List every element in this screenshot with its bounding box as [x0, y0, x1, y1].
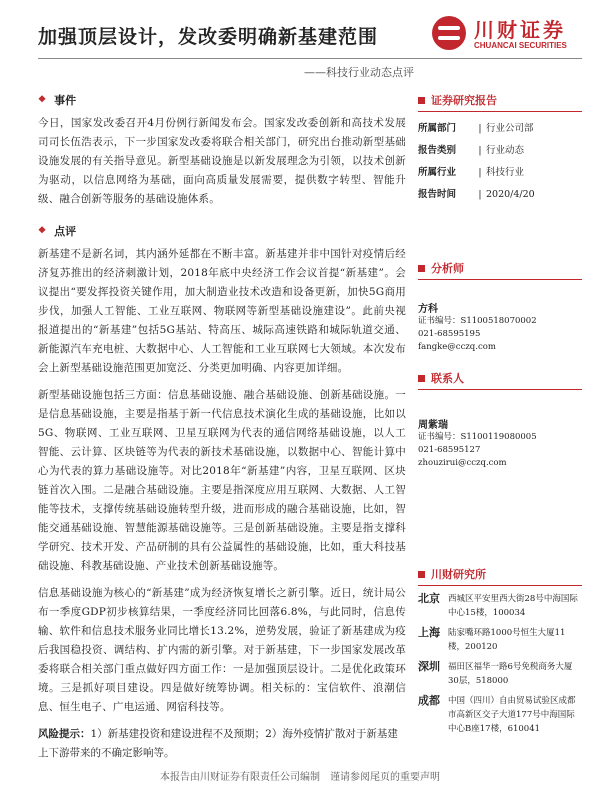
logo-name-cn: 川财证券 — [474, 18, 566, 42]
contact-cert: 证书编号：S1100119080005 — [418, 432, 537, 442]
page-title: 加强顶层设计，发改委明确新基建范围 — [38, 26, 379, 48]
contact-email[interactable]: zhouzirui@cczq.com — [418, 458, 507, 468]
risk-warning — [38, 725, 406, 763]
analyst-heading: 分析师 — [418, 260, 582, 280]
analyst-name: 方科 — [418, 304, 438, 315]
logo-mark-icon — [432, 16, 466, 50]
info-row: 报告时间 | 2020/4/20 — [418, 189, 535, 200]
analyst-email[interactable]: fangke@cczq.com — [418, 342, 496, 352]
contact-heading: 联系人 — [418, 370, 582, 390]
analyst-phone: 021-68595195 — [418, 329, 481, 339]
header-divider — [38, 58, 582, 59]
page-subtitle: ——科技行业动态点评 — [304, 66, 414, 79]
office-row: 成都 中国（四川）自由贸易试验区成都市高新区交子大道177号中海国际中心B座17楼，610041 — [418, 694, 576, 734]
institute-heading: 川财研究所 — [418, 566, 582, 586]
analyst-cert: 证书编号：S1100518070002 — [418, 316, 537, 326]
report-heading: 证券研究报告 — [418, 92, 582, 112]
comment-heading: ❖ 点评 — [38, 225, 77, 238]
logo-name-en: CHUANCAI SECURITIES — [474, 41, 567, 50]
event-text: 今日，国家发改委召开4月份例行新闻发布会。国家发改委创新和高技术发展司司长伍浩表示，下一步国家发改委将联合相关部门，研究出台推动新型基础设施发展的有关指导意见。新型基础设施是以新发展理念为引领，以技术创新为驱动，以信息网络为基础，面向高质量发展需要，提供数字转型、智能升级、融合创新等服务的基础设施体系。 — [38, 117, 406, 205]
comment-paragraph-2: 新型基础设施包括三方面：信息基础设施、融合基础设施、创新基础设施。一是信息基础设施，主要是指基于新一代信息技术演化生成的基础设施，比如以5G、物联网、工业互联网、卫星互联网为代表的通信网络基础设施，以人工智能、云计算、区块链等为代表的新技术基础设施，以数据中心、智能计算中心为代表的算力基础设施等。对比2018年“新基建”内容，卫星互联网、区块链首次入围。二是融合基础设施。主要是指深度应用互联网、大数据、人工智能等技术，支撑传统基础设施转型升级，进而形成的融合基础设施，比如，智能交通基础设施、智慧能源基础设施等。三是创新基础设施。主要是指支撑科学研究、技术开发、产品研制的具有公益属性的基础设施，比如，重大科技基础设施、科教基础设施、产业技术创新基础设施等。 — [38, 389, 406, 572]
comment-paragraph-3: 信息基础设施为核心的“新基建”成为经济恢复增长之新引擎。近日，统计局公布一季度GDP初步核算结果，一季度经济同比回落6.8%，与此同时，信息传输、软件和信息技术服务业同比增长13.2%，逆势发展，验证了新基建成为疫后我国稳投资、调结构、扩内需的新引擎。对于新基建，下一步国家发展改革委将联合相关部门重点做好四方面工作：一是加强顶层设计。二是优化政策环境。三是抓好项目建设。四是做好统筹协调。相关标的：宝信软件、浪潮信息、恒生电子、广电运通、网宿科技等。 — [38, 587, 406, 713]
square-bullet-icon — [418, 571, 425, 578]
company-logo — [430, 14, 580, 58]
diamond-icon: ❖ — [38, 226, 47, 236]
contact-name: 周紫瑞 — [418, 420, 448, 431]
square-bullet-icon — [418, 97, 425, 104]
main-content — [38, 92, 406, 763]
office-row: 北京 西城区平安里西大街28号中海国际中心15楼，100034 — [418, 592, 578, 618]
sidebar — [418, 92, 582, 742]
info-row: 报告类别 | 行业动态 — [418, 145, 525, 156]
event-heading: ❖ 事件 — [38, 94, 77, 107]
office-row: 上海 陆家嘴环路1000号恒生大厦11楼，200120 — [418, 626, 566, 652]
info-row: 所属行业 | 科技行业 — [418, 167, 525, 178]
info-row: 所属部门 | 行业公司部 — [418, 123, 534, 134]
office-row: 深圳 福田区福华一路6号免税商务大厦30层，518000 — [418, 660, 573, 686]
contact-phone: 021-68595127 — [418, 445, 481, 455]
risk-label: 风险提示： — [38, 728, 91, 740]
risk-text: 1）新基建投资和建设进程不及预期；2）海外疫情扩散对于新基建上下游带来的不确定影响等。 — [38, 728, 398, 759]
comment-paragraph-1: 新基建不是新名词，其内涵外延都在不断丰富。新基建并非中国针对疫情后经济复苏推出的经济刺激计划，2018年底中央经济工作会议首提“新基建”。会议提出“要发挥投资关键作用，加大制造业技术改造和设备更新，加快5G商用步伐，加强人工智能、工业互联网、物联网等新型基础设施建设”。此前央视报道提出的“新基建”包括5G基站、特高压、城际高速铁路和城际轨道交通、新能源汽车充电桩、大数据中心、人工智能和工业互联网七大领域。本次发布会上新型基础设施范围更加宽泛、分类更加明确、内容更加详细。 — [38, 248, 406, 374]
square-bullet-icon — [418, 375, 425, 382]
footer-disclaimer: 本报告由川财证券有限责任公司编制 谨请参阅尾页的重要声明 — [160, 772, 440, 783]
diamond-icon: ❖ — [38, 95, 47, 105]
square-bullet-icon — [418, 265, 425, 272]
